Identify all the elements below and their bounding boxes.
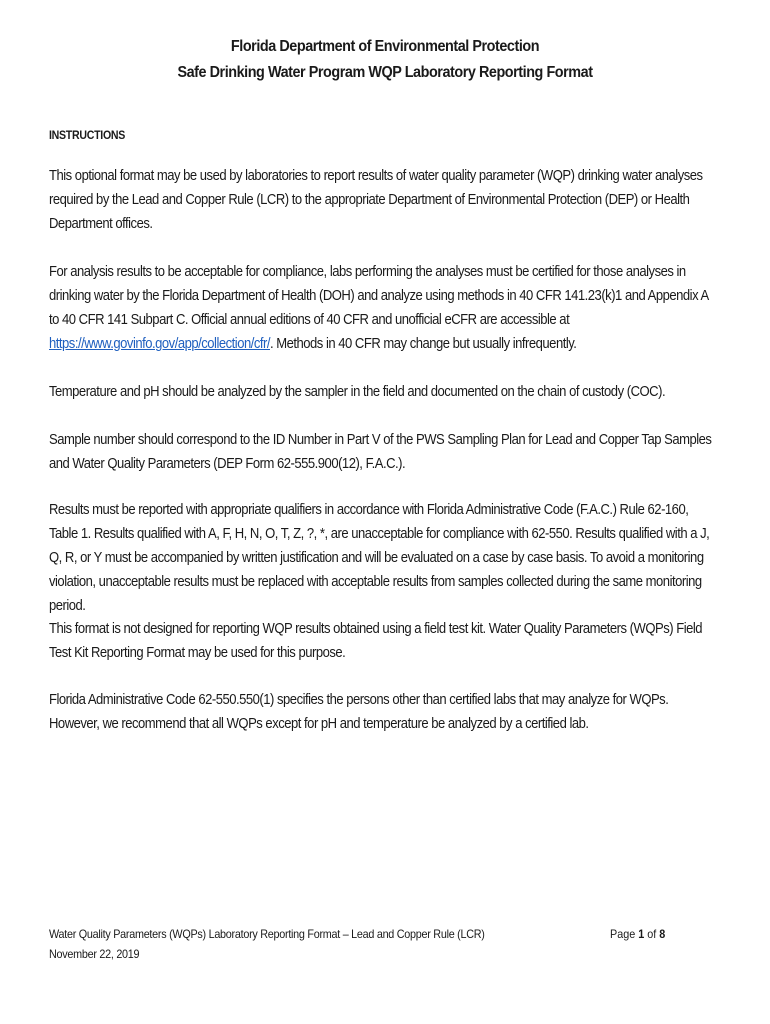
title-line-agency: Florida Department of Environmental Protection — [230, 38, 540, 55]
paragraph-compliance-tail: . Methods in 40 CFR may change but usually infrequently. — [269, 336, 577, 352]
paragraph-temperature-ph: Temperature and pH should be analyzed by the sampler in the field and documented on the chain of custody (COC). — [49, 384, 666, 400]
paragraph-sample-number: Sample number should correspond to the ID Number in Part V of the PWS Sampling Plan for Lead and Copper Tap Samples and Water Quality Parameters (DEP Form 62-555.900(12), F.A.C.). — [49, 432, 712, 472]
footer-info — [49, 924, 485, 964]
page-total: 8 — [659, 927, 666, 941]
cfr-link[interactable]: https://www.govinfo.gov/app/collection/cfr/ — [49, 336, 270, 352]
title-line-format: Safe Drinking Water Program WQP Laboratory Reporting Format — [177, 64, 593, 81]
paragraph-field-test-kit: This format is not designed for reporting WQP results obtained using a field test kit. Water Quality Parameters (WQPs) Field Test Kit Reporting Format may be used for this purpose. — [49, 621, 703, 661]
paragraph-qualifiers: Results must be reported with appropriate qualifiers in accordance with Florida Administrative Code (F.A.C.) Rule 62-160, Table 1. Results qualified with A, F, H, N, O, T, Z, ?, *, are unacceptable for compliance with 62-550. Results qualified with a J, Q, R, or Y must be accompanied by written justification and will be evaluated on a case by case basis. To avoid a monitoring violation, unacceptable results must be replaced with acceptable results from samples collected during the same monitoring period. — [49, 502, 710, 614]
footer-doc-title: Water Quality Parameters (WQPs) Laboratory Reporting Format – Lead and Copper Rule (LCR) — [49, 927, 485, 941]
instructions-heading: INSTRUCTIONS — [49, 130, 126, 142]
page-label: Page — [610, 927, 639, 941]
page-of: of — [644, 927, 660, 941]
paragraph-other-persons: Florida Administrative Code 62-550.550(1) specifies the persons other than certified labs that may analyze for WQPs. However, we recommend that all WQPs except for pH and temperature be analyzed by a certified lab. — [49, 692, 669, 732]
paragraph-compliance-text: For analysis results to be acceptable for compliance, labs performing the analyses must be certified for those analyses in drinking water by the Florida Department of Health (DOH) and analyze using methods in 40 CFR 141.23(k)1 and Appendix A to 40 CFR 141 Subpart C. Official annual editions of 40 CFR and unofficial eCFR are accessible at — [49, 264, 709, 328]
paragraph-optional-format: This optional format may be used by laboratories to report results of water quality parameter (WQP) drinking water analyses required by the Lead and Copper Rule (LCR) to the appropriate Department of Environmental Protection (DEP) or Health Department offices. — [49, 168, 703, 232]
paragraph-compliance — [49, 260, 715, 356]
footer-date: November 22, 2019 — [49, 947, 140, 961]
page-current: 1 — [638, 927, 645, 941]
page-number — [610, 924, 665, 944]
document-title — [0, 34, 770, 86]
